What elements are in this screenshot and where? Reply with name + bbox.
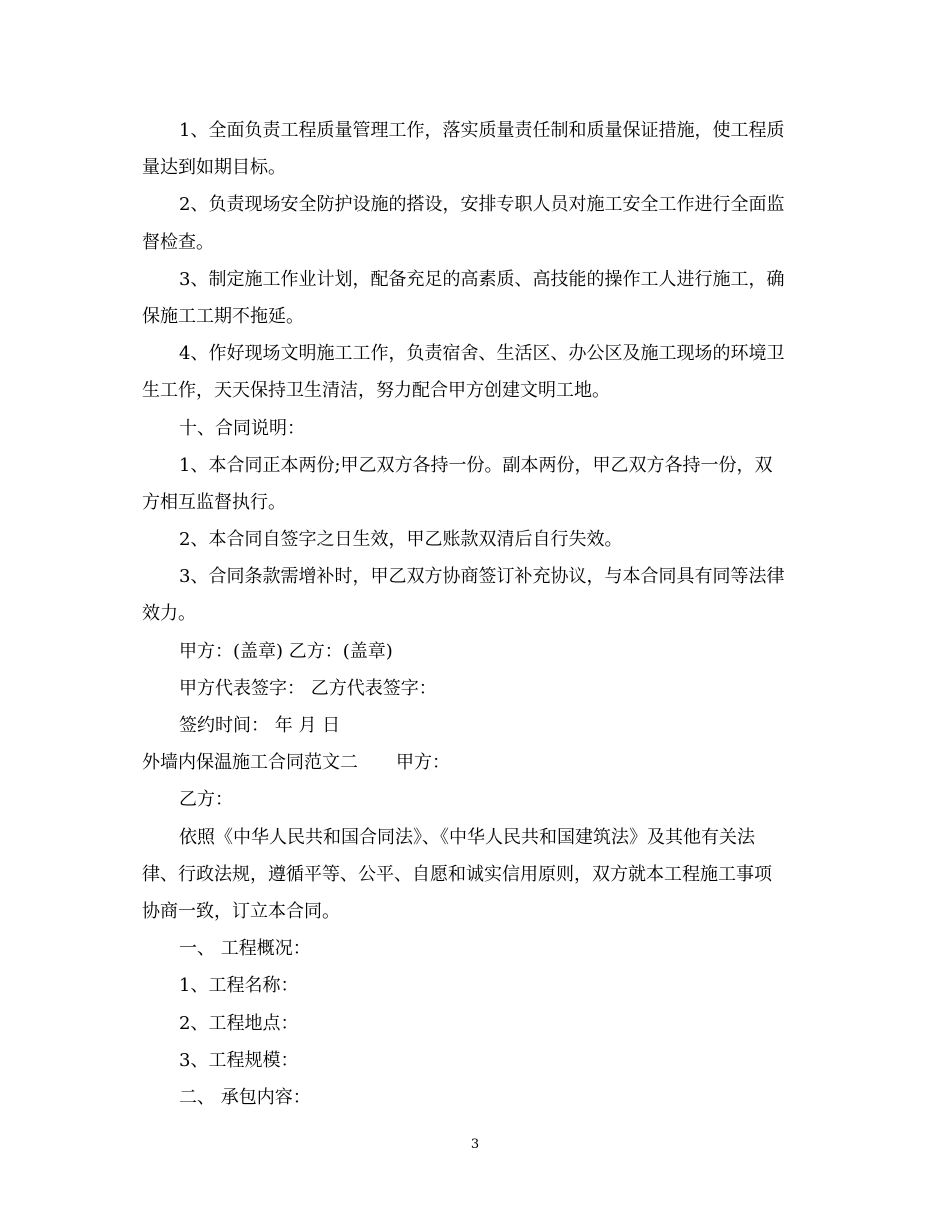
party-a-label: 甲方： (396, 752, 450, 774)
paragraph-line: 1、全面负责工程质量管理工作，落实质量责任制和质量保证措施，使工程质 (179, 120, 785, 141)
paragraph-line: 效力。 (142, 603, 196, 625)
paragraph-line: 律、行政法规，遵循平等、公平、自愿和诚实信用原则，双方就本工程施工事项 (142, 863, 772, 885)
paragraph-line: 2、负责现场安全防护设施的搭设，安排专职人员对施工安全工作进行全面监 (179, 194, 785, 216)
paragraph-line: 生工作，天天保持卫生清洁，努力配合甲方创建文明工地。 (142, 380, 610, 402)
contract-title: 外墙内保温施工合同范文二 (142, 752, 358, 774)
contract-title-line (142, 744, 807, 781)
field-line: 3、工程规模： (179, 1049, 299, 1071)
field-line: 2、工程地点： (179, 1012, 299, 1034)
paragraph-line: 3、合同条款需增补时，甲乙双方协商签订补充协议，与本合同具有同等法律 (179, 566, 785, 588)
paragraph-line: 量达到如期目标。 (142, 157, 286, 179)
paragraph-line: 协商一致，订立本合同。 (142, 900, 340, 922)
paragraph-line: 1、本合同正本两份;甲乙双方各持一份。副本两份，甲乙双方各持一份，双 (179, 454, 773, 476)
section-heading: 一、 工程概况： (179, 938, 311, 960)
signature-date-line: 签约时间： 年 月 日 (179, 715, 341, 736)
document-body (142, 112, 807, 1116)
page-number: 3 (470, 1137, 480, 1152)
paragraph-line: 依照《中华人民共和国合同法》、《中华人民共和国建筑法》及其他有关法 (179, 826, 755, 848)
party-b-label: 乙方： (179, 789, 233, 811)
paragraph-line: 4、作好现场文明施工工作，负责宿舍、生活区、办公区及施工现场的环境卫 (179, 343, 785, 365)
paragraph-line: 2、本合同自签字之日生效，甲乙账款双清后自行失效。 (179, 529, 623, 551)
signature-line: 甲方代表签字： 乙方代表签字： (179, 677, 437, 699)
signature-line: 甲方：(盖章) 乙方：(盖章) (179, 640, 393, 662)
paragraph-line: 3、制定施工作业计划，配备充足的高素质、高技能的操作工人进行施工，确 (179, 268, 785, 290)
paragraph-line: 保施工工期不拖延。 (142, 305, 304, 327)
section-heading: 二、 承包内容： (179, 1086, 311, 1108)
section-heading: 十、合同说明： (179, 417, 305, 439)
field-line: 1、工程名称： (179, 975, 299, 997)
paragraph-line: 方相互监督执行。 (142, 491, 286, 513)
paragraph-line: 督检查。 (142, 231, 214, 253)
